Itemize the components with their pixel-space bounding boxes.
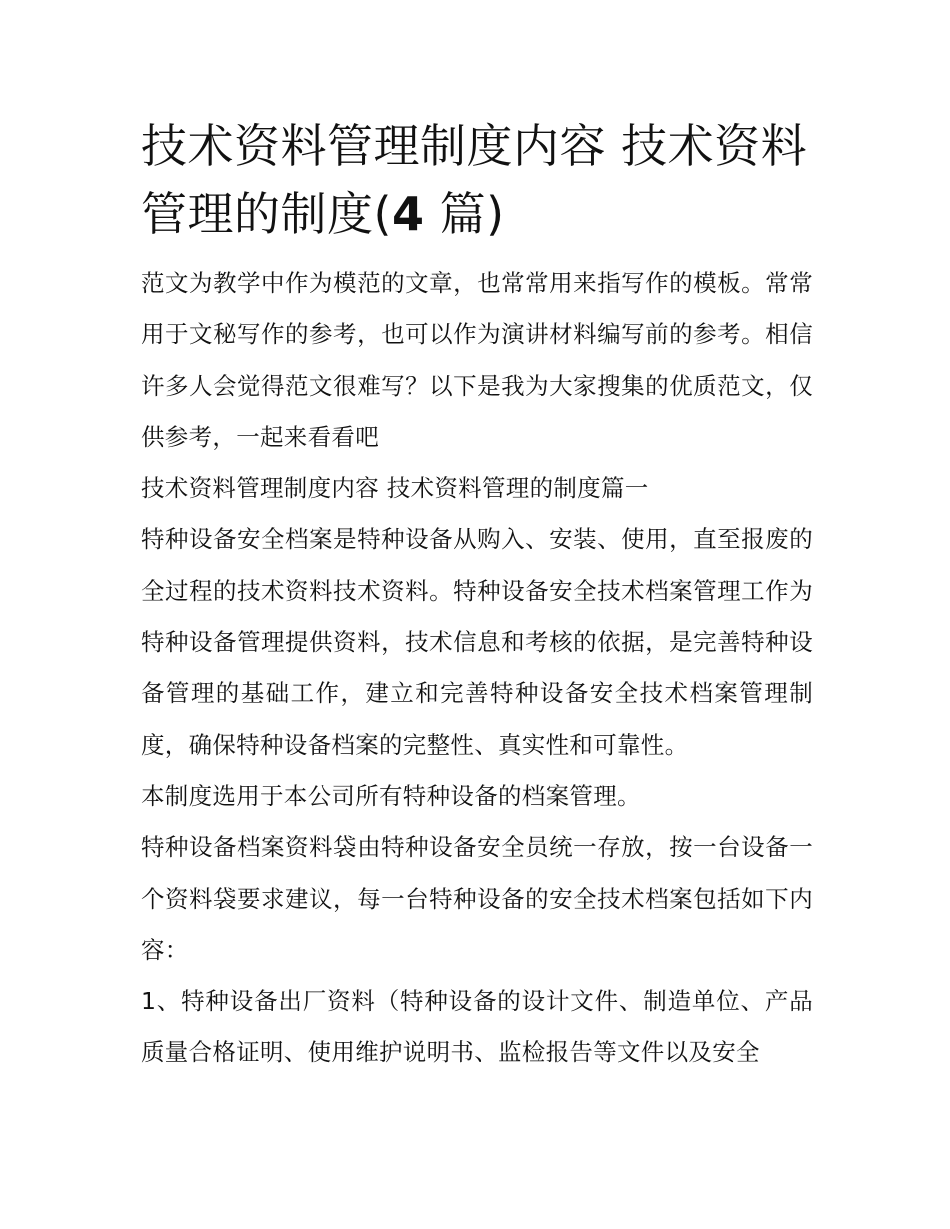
section-heading: 技术资料管理制度内容 技术资料管理的制度篇一: [141, 474, 649, 503]
document-title: [141, 112, 813, 248]
title-count: 4: [391, 187, 425, 241]
document-body: [141, 112, 813, 1079]
paragraph-intro: 范文为教学中作为模范的文章，也常常用来指写作的模板。常常用于文秘写作的参考，也可以作为演讲材料编写前的参考。相信许多人会觉得范文很难写？以下是我为大家搜集的优质范文，仅供参考，一起来看看吧: [141, 269, 813, 451]
paragraph-archive-definition: 特种设备安全档案是特种设备从购入、安装、使用，直至报废的全过程的技术资料技术资料。特种设备安全技术档案管理工作为特种设备管理提供资料，技术信息和考核的依据，是完善特种设备管理的基础工作，建立和完善特种设备安全技术档案管理制度，确保特种设备档案的完整性、真实性和可靠性。: [141, 525, 813, 759]
paragraph-storage: 特种设备档案资料袋由特种设备安全员统一存放，按一台设备一个资料袋要求建议，每一台特种设备的安全技术档案包括如下内容：: [141, 833, 813, 964]
paragraph-scope: 本制度选用于本公司所有特种设备的档案管理。: [141, 781, 641, 810]
title-text-part1: 技术资料管理制度内容 技术资料管理的制度(: [141, 119, 808, 241]
title-text-part2: 篇): [439, 187, 505, 241]
list-item-1: 1、特种设备出厂资料（特种设备的设计文件、制造单位、产品质量合格证明、使用维护说明书、监检报告等文件以及安全: [141, 987, 813, 1067]
